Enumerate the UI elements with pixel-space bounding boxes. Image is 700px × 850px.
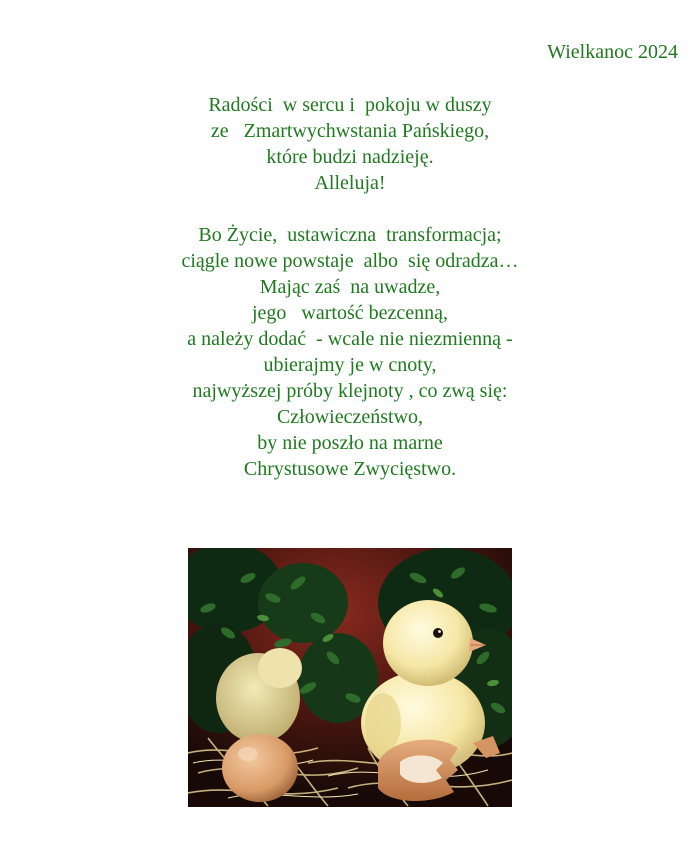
poem-line: Mając zaś na uwadze, <box>259 276 441 298</box>
poem-line: Alleluja! <box>314 172 386 194</box>
poem-line: jego wartość bezcenną, <box>251 302 448 324</box>
poem-stanza-2 <box>0 222 700 482</box>
easter-chicks-photo <box>188 548 512 807</box>
poem-line: najwyższej próby klejnoty , co zwą się: <box>192 380 508 402</box>
poem-line: a należy dodać - wcale nie niezmienną - <box>187 328 513 350</box>
poem-line: ze Zmartwychwstania Pańskiego, <box>210 120 490 142</box>
brown-egg <box>222 734 298 802</box>
poem <box>0 92 700 482</box>
poem-line: Człowieczeństwo, <box>276 406 424 428</box>
poem-line: Chrystusowe Zwycięstwo. <box>243 458 457 480</box>
poem-stanza-1 <box>0 92 700 196</box>
poem-line: ciągle nowe powstaje albo się odradza… <box>181 250 519 272</box>
date-heading: Wielkanoc 2024 <box>547 41 678 63</box>
poem-line: Radości w sercu i pokoju w duszy <box>208 94 492 116</box>
poem-line: ubierajmy je w cnoty, <box>263 354 437 376</box>
poem-line: Bo Życie, ustawiczna transformacja; <box>198 224 502 246</box>
poem-line: które budzi nadzieję. <box>266 146 434 168</box>
poem-line: by nie poszło na marne <box>257 432 443 454</box>
